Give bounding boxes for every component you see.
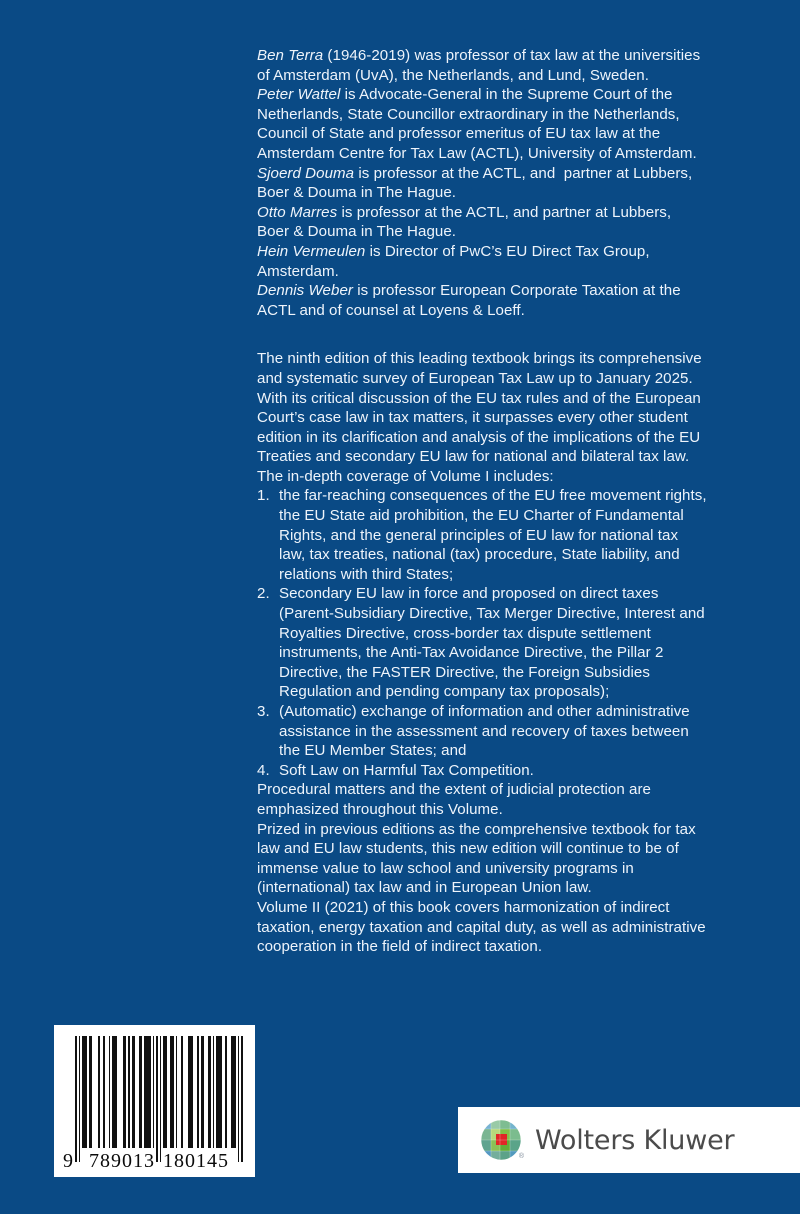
barcode-lead-digit: 9 [63, 1150, 74, 1172]
list-line: relations with third States; [279, 565, 454, 583]
author-bios [257, 46, 737, 320]
description-intro [257, 349, 737, 486]
barcode-bar [170, 1036, 173, 1148]
author-bio-line [257, 203, 737, 223]
description-line: Prized in previous editions as the comprehensive textbook for tax [257, 820, 696, 838]
book-description [257, 349, 737, 956]
description-line: The in-depth coverage of Volume I includes: [257, 467, 554, 485]
barcode-bar [241, 1036, 243, 1162]
description-line: immense value to law school and university programs in [257, 859, 634, 877]
barcode-bar [181, 1036, 183, 1148]
list-marker: 1. [257, 487, 270, 505]
author-bio-text: (1946-2019) was professor of tax law at the universities [323, 47, 701, 64]
list-marker: 4. [257, 761, 270, 779]
list-line: Regulation and pending company tax proposals); [279, 683, 610, 701]
author-bio-line: Council of State and professor emeritus of EU tax law at the [257, 125, 661, 143]
barcode-number [63, 1148, 246, 1174]
author-bio [257, 242, 737, 281]
list-item [257, 584, 737, 702]
isbn-barcode [54, 1025, 255, 1177]
list-line: the EU Member States; and [279, 742, 467, 760]
coverage-list [257, 486, 737, 780]
list-line: the EU State aid prohibition, the EU Charter of Fundamental [279, 507, 684, 525]
registered-trademark-icon: ® [518, 1153, 524, 1160]
list-line: Directive, the FASTER Directive, the Foreign Subsidies [279, 663, 650, 681]
author-name: Sjoerd Douma [257, 164, 355, 182]
list-line: Rights, and the general principles of EU law for national tax [279, 526, 679, 544]
barcode-bar [153, 1036, 155, 1148]
author-bio [257, 85, 737, 163]
author-bio [257, 46, 737, 85]
description-line: Volume II (2021) of this book covers harmonization of indirect [257, 898, 670, 916]
description-line: Treaties and secondary EU law for national and bilateral tax law. [257, 448, 690, 466]
barcode-bar [208, 1036, 211, 1148]
barcode-bar [163, 1036, 166, 1148]
back-cover-text [257, 46, 737, 957]
barcode-left-group: 789013 [89, 1150, 155, 1172]
description-line: Procedural matters and the extent of judicial protection are [257, 781, 651, 799]
author-bio-text: is professor at the ACTL, and partner at Lubbers, [354, 164, 693, 182]
author-bio-line: of Amsterdam (UvA), the Netherlands, and Lund, Sweden. [257, 66, 649, 84]
description-line: (international) tax law and in European Union law. [257, 879, 592, 897]
barcode-bar [201, 1036, 204, 1148]
author-bio-line: Boer & Douma in The Hague. [257, 223, 457, 241]
barcode-bar [75, 1036, 77, 1162]
barcode-right-group: 180145 [163, 1150, 229, 1172]
author-bio-line: ACTL and of counsel at Loyens & Loeff. [257, 301, 525, 319]
list-line: the far-reaching consequences of the EU free movement rights, [279, 487, 707, 505]
list-line: Secondary EU law in force and proposed on direct taxes [279, 585, 659, 603]
barcode-bar [109, 1036, 111, 1148]
barcode-bar [213, 1036, 215, 1148]
author-bio-text: is professor European Corporate Taxation at the [352, 282, 681, 300]
barcode-bar [216, 1036, 221, 1148]
author-bio-line: Boer & Douma in The Hague. [257, 184, 457, 202]
list-line: Royalties Directive, cross-border tax dispute settlement [279, 624, 651, 642]
description-closing [257, 780, 737, 956]
barcode-bar [79, 1036, 81, 1162]
description-line: and systematic survey of European Tax Law up to January 2025. [257, 369, 693, 387]
description-line: The ninth edition of this leading textbook brings its comprehensive [257, 350, 702, 368]
list-line: law, tax treaties, national (tax) procedure, State liability, and [279, 546, 680, 564]
list-item [257, 761, 737, 781]
author-bio [257, 164, 737, 203]
description-line: With its critical discussion of the EU tax rules and of the European [257, 389, 701, 407]
barcode-bar [188, 1036, 193, 1148]
barcode-bar [144, 1036, 151, 1148]
barcode-bar [231, 1036, 236, 1148]
author-bio-line [257, 164, 737, 184]
barcode-bar [176, 1036, 178, 1148]
author-name: Dennis Weber [257, 282, 353, 300]
barcode-bar [139, 1036, 142, 1148]
barcode-bar [238, 1036, 240, 1162]
author-bio-line [257, 46, 737, 66]
barcode-bar [197, 1036, 199, 1148]
publisher-name: Wolters Kluwer [535, 1124, 735, 1156]
description-line: edition in its clarification and analysis of the implications of the EU [257, 428, 701, 446]
list-line: instruments, the Anti-Tax Avoidance Directive, the Pillar 2 [279, 644, 664, 662]
author-bio-line: Netherlands, State Councillor extraordinary in the Netherlands, [257, 105, 680, 123]
author-name: Hein Vermeulen [257, 242, 366, 260]
author-bio [257, 281, 737, 320]
author-bio [257, 203, 737, 242]
author-bio-line [257, 242, 737, 262]
author-name: Ben Terra [257, 47, 324, 64]
wolters-kluwer-globe-icon [480, 1119, 522, 1161]
description-line: Court’s case law in tax matters, it surpasses every other student [257, 409, 688, 427]
barcode-bar [112, 1036, 117, 1148]
list-line: (Parent-Subsidiary Directive, Tax Merger Directive, Interest and [279, 605, 705, 623]
author-name: Otto Marres [257, 203, 338, 221]
publisher-logo [458, 1107, 800, 1173]
list-line: Soft Law on Harmful Tax Competition. [279, 761, 534, 779]
barcode-bar [98, 1036, 100, 1148]
barcode-bar [156, 1036, 158, 1162]
list-marker: 2. [257, 585, 270, 603]
author-bio-line [257, 281, 737, 301]
list-item [257, 702, 737, 761]
barcode-bar [225, 1036, 227, 1148]
list-line: (Automatic) exchange of information and other administrative [279, 703, 690, 720]
description-line: law and EU law students, this new edition will continue to be of [257, 840, 679, 858]
list-item [257, 486, 737, 584]
description-line: emphasized throughout this Volume. [257, 800, 503, 818]
description-line: cooperation in the field of indirect taxation. [257, 938, 543, 956]
author-bio-text: is Advocate-General in the Supreme Court of the [340, 86, 673, 104]
author-bio-line [257, 85, 737, 105]
barcode-bar [160, 1036, 162, 1162]
barcode-bar [132, 1036, 135, 1148]
author-bio-text: is Director of PwC’s EU Direct Tax Group, [365, 242, 650, 260]
author-bio-line: Amsterdam Centre for Tax Law (ACTL), University of Amsterdam. [257, 144, 697, 162]
list-marker: 3. [257, 703, 270, 720]
barcode-bar [103, 1036, 105, 1148]
author-bio-line: Amsterdam. [257, 262, 339, 280]
barcode-bar [82, 1036, 87, 1148]
list-line: assistance in the assessment and recovery of taxes between [279, 722, 689, 740]
author-name: Peter Wattel [257, 86, 341, 104]
barcode-bars [75, 1036, 242, 1148]
barcode-bar [128, 1036, 130, 1148]
author-bio-text: is professor at the ACTL, and partner at Lubbers, [337, 203, 672, 221]
barcode-bar [89, 1036, 92, 1148]
description-line: taxation, energy taxation and capital duty, as well as administrative [257, 918, 706, 936]
barcode-bar [123, 1036, 126, 1148]
